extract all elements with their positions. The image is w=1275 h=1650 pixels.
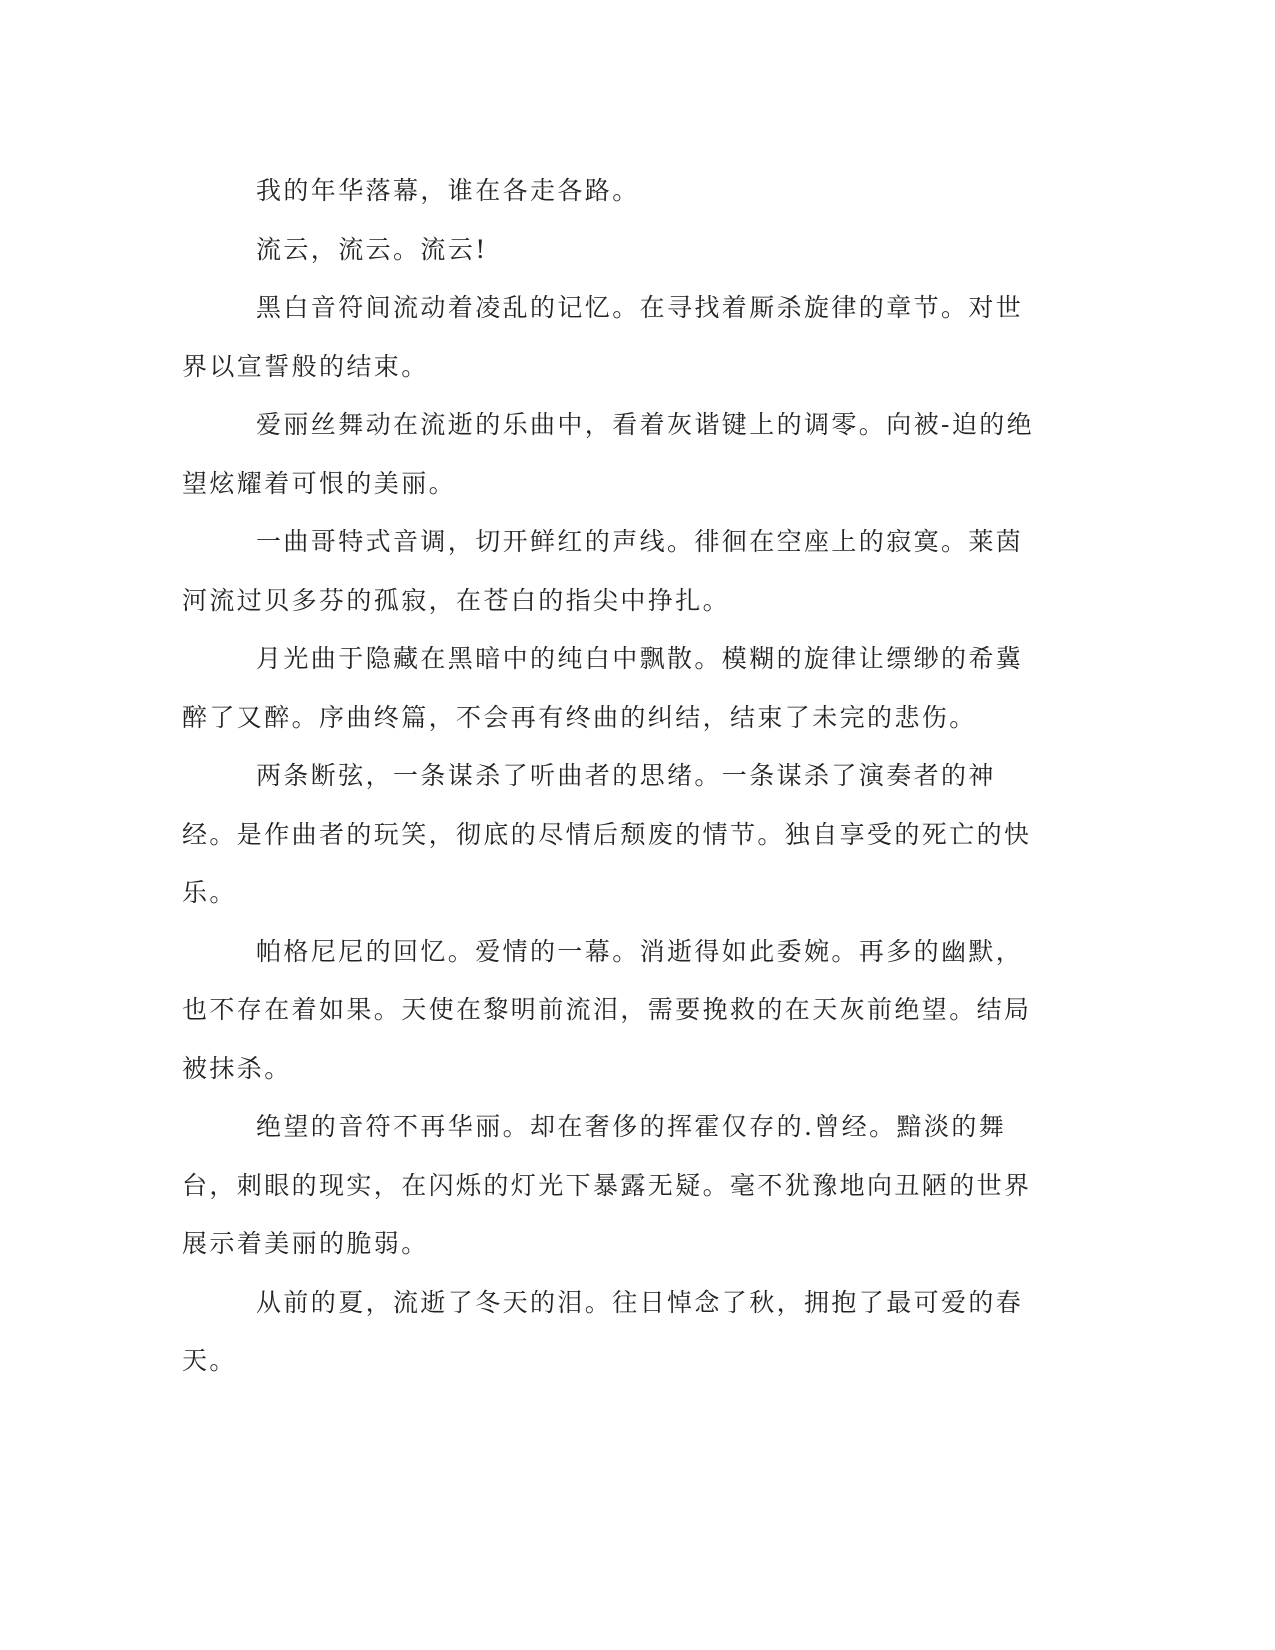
paragraph-9: 绝望的音符不再华丽。却在奢侈的挥霍仅存的.曾经。黯淡的舞台，刺眼的现实，在闪烁的灯光下暴露无疑。毫不犹豫地向丑陋的世界展示着美丽的脆弱。 [182,1112,1032,1258]
paragraph-6: 月光曲于隐藏在黑暗中的纯白中飘散。模糊的旋律让缥缈的希冀醉了又醉。序曲终篇，不会再有终曲的纠结，结束了未完的悲伤。 [182,644,1024,732]
paragraph-5: 一曲哥特式音调，切开鲜红的声线。徘徊在空座上的寂寞。莱茵河流过贝多芬的孤寂，在苍白的指尖中挣扎。 [182,527,1024,615]
paragraph-10: 从前的夏，流逝了冬天的泪。往日悼念了秋，拥抱了最可爱的春天。 [182,1287,1024,1375]
document-body [182,162,1040,1391]
paragraph-8: 帕格尼尼的回忆。爱情的一幕。消逝得如此委婉。再多的幽默，也不存在着如果。天使在黎明前流泪，需要挽救的在天灰前绝望。结局被抹杀。 [182,936,1032,1083]
paragraph-1: 我的年华落幕，谁在各走各路。 [256,176,640,205]
paragraph-3: 黑白音符间流动着凌乱的记忆。在寻找着厮杀旋律的章节。对世界以宣誓般的结束。 [182,293,1024,381]
paragraph-4: 爱丽丝舞动在流逝的乐曲中，看着灰谐键上的调零。向被-迫的绝望炫耀着可恨的美丽。 [182,410,1035,498]
paragraph-2: 流云，流云。流云! [256,234,488,264]
paragraph-7: 两条断弦，一条谋杀了听曲者的思绪。一条谋杀了演奏者的神经。是作曲者的玩笑，彻底的尽情后颓废的情节。独自享受的死亡的快乐。 [182,761,1032,907]
